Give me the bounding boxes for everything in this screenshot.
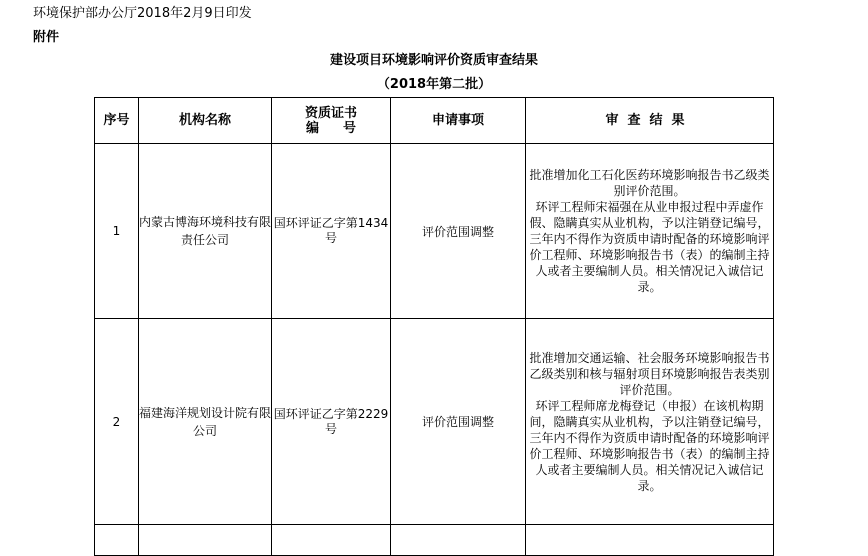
row-result-approval: 批准增加交通运输、社会服务环境影响报告书乙级类别和核与辐射项目环境影响报告表类别评价范围。: [529, 350, 770, 397]
results-table: [94, 97, 774, 556]
issuer-line: 环境保护部办公厅2018年2月9日印发: [33, 6, 252, 21]
row-application: 评价范围调整: [391, 319, 526, 525]
row-result: [526, 144, 774, 319]
row-org-name: 内蒙古博海环境科技有限责任公司: [139, 144, 272, 319]
column-header-application: 申请事项: [391, 98, 526, 144]
row-cert-empty: [272, 525, 391, 556]
attachment-label: 附件: [33, 30, 60, 45]
row-seq: 2: [95, 319, 139, 525]
table-row-partial: [95, 525, 774, 556]
column-header-cert-line1: 资质证书: [304, 105, 357, 121]
row-seq-empty: [95, 525, 139, 556]
row-result-approval: 批准增加化工石化医药环境影响报告书乙级类别评价范围。: [529, 168, 770, 198]
row-cert-number: 国环评证乙字第1434号: [272, 144, 391, 319]
row-seq: 1: [95, 144, 139, 319]
column-header-cert: [272, 98, 391, 144]
column-header-seq: 序号: [95, 98, 139, 144]
table-row: [95, 319, 774, 525]
row-result-empty: [526, 525, 774, 556]
row-result-penalty: 环评工程师宋福强在从业申报过程中弄虚作假、隐瞒真实从业机构，予以注销登记编号，三年内不得作为资质申请时配备的环境影响评价工程师、环境影响报告书（表）的编制主持人或者主要编制人员。相关情况记入诚信记录。: [529, 200, 770, 294]
column-header-result: 审查结果: [526, 98, 774, 144]
document-subtitle: （2018年第二批）: [376, 77, 492, 92]
table-header-row: [95, 98, 774, 144]
document-title: 建设项目环境影响评价资质审查结果: [329, 53, 538, 68]
row-application-empty: [391, 525, 526, 556]
column-header-org: 机构名称: [139, 98, 272, 144]
row-application: 评价范围调整: [391, 144, 526, 319]
row-result-penalty: 环评工程师席龙梅登记（申报）在该机构期间，隐瞒真实从业机构，予以注销登记编号，三年内不得作为资质申请时配备的环境影响评价工程师、环境影响报告书（表）的编制主持人或者主要编制人员。相关情况记入诚信记录。: [529, 398, 770, 493]
row-org-empty: [139, 525, 272, 556]
table-row: [95, 144, 774, 319]
column-header-cert-line2: 编号: [305, 120, 380, 136]
row-result: [526, 319, 774, 525]
row-cert-number: 国环评证乙字第2229号: [272, 319, 391, 525]
row-org-name: 福建海洋规划设计院有限公司: [139, 319, 272, 525]
